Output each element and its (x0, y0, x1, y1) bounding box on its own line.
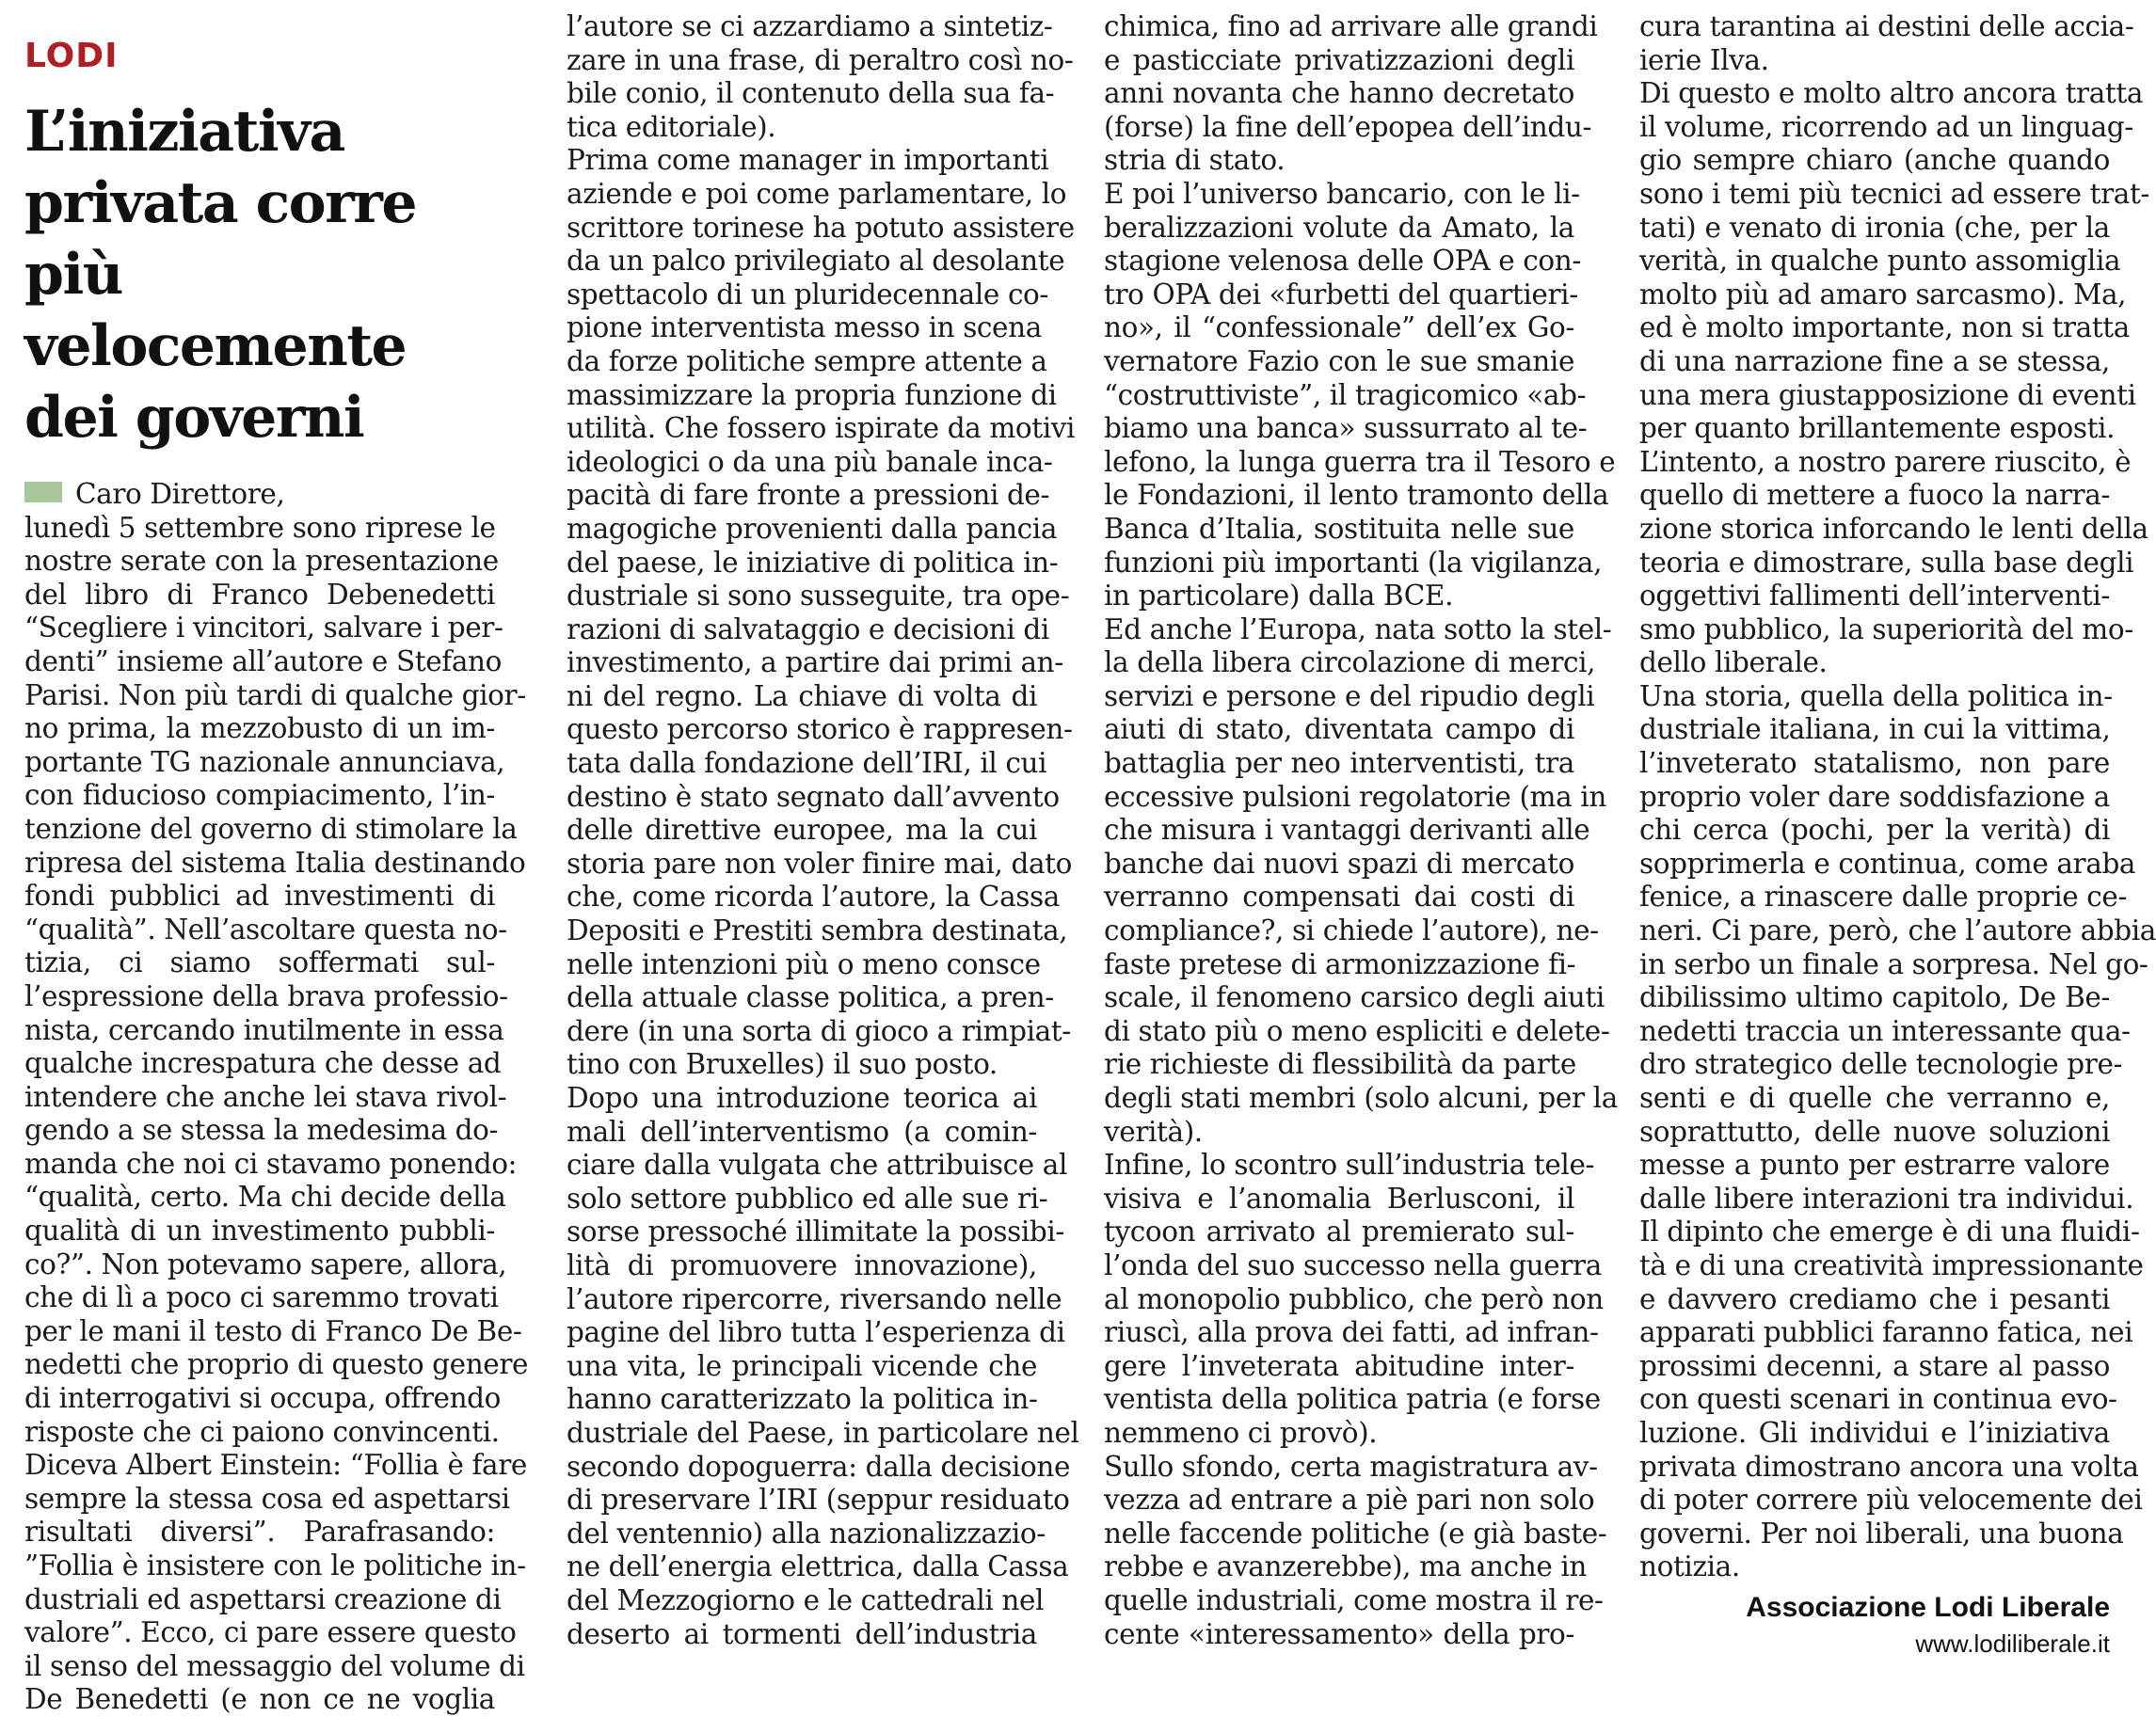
text-line: privata dimostrano ancora una volta (1639, 1450, 2139, 1483)
text-line: Depositi e Prestiti sembra destinata, (567, 914, 1068, 947)
text-line: tati) e venato di ironia (che, per la (1639, 211, 2110, 244)
text-line: verità). (1104, 1115, 1203, 1148)
text-line: per quanto brillantemente esposti. (1639, 412, 2116, 445)
text-line: fondi pubblici ad investimenti di (24, 880, 495, 913)
text-line: nedetti traccia un interessante qua- (1639, 1014, 2131, 1047)
text-line: chimica, fino ad arrivare alle grandi (1104, 10, 1598, 42)
text-line: teoria e dimostrare, sulla base degli (1639, 546, 2134, 579)
text-line: cura tarantina ai destini delle accia- (1639, 10, 2134, 42)
text-line: l’inveterato statalismo, non pare (1639, 747, 2110, 780)
text-line: senti e di quelle che verranno e, (1639, 1082, 2110, 1114)
text-line: Sullo sfondo, certa magistratura av- (1104, 1450, 1598, 1483)
text-line: nelle intenzioni più o meno consce (567, 947, 1041, 980)
text-line: nostre serate con la presentazione (24, 545, 499, 578)
text-line: “qualità, certo. Ma chi decide della (24, 1181, 506, 1214)
text-line: Di questo e molto altro ancora tratta (1639, 77, 2144, 110)
text-line: stria di stato. (1104, 144, 1286, 177)
text-line: qualche increspatura che desse ad (24, 1047, 502, 1080)
text-line: “Scegliere i vincitori, salvare i per- (24, 612, 503, 644)
text-line: secondo dopoguerra: dalla decisione (567, 1450, 1071, 1483)
text-line: gendo a se stessa la medesima do- (24, 1114, 499, 1147)
text-line: ierie Ilva. (1639, 43, 1769, 76)
text-line: dustriali ed aspettarsi creazione di (24, 1582, 502, 1615)
text-line: una vita, le principali vicende che (567, 1349, 1037, 1382)
text-line: quelle industriali, come mostra il re- (1104, 1583, 1604, 1616)
text-line: di stato più o meno espliciti e delete- (1104, 1014, 1610, 1047)
text-line: zare in una frase, di peraltro così no- (567, 43, 1074, 76)
text-line: hanno caratterizzato la politica in- (567, 1383, 1038, 1416)
text-line: delle direttive europee, ma la cui (567, 814, 1037, 847)
text-line: governi. Per noi liberali, una buona (1639, 1517, 2124, 1550)
text-line: verranno compensati dai costi di (1104, 881, 1574, 914)
text-line: del Mezzogiorno e le cattedrali nel (567, 1583, 1045, 1616)
text-line: valore”. Ecco, ci pare essere questo (24, 1616, 517, 1649)
text-line: vernatore Fazio con le sue smanie (1104, 344, 1574, 377)
text-line: scrittore torinese ha potuto assistere (567, 211, 1075, 244)
headline-line: dei governi (24, 385, 364, 451)
text-line: e pasticciate privatizzazioni degli (1104, 43, 1574, 76)
text-line: Una storia, quella della politica in- (1639, 679, 2113, 712)
text-line: aziende e poi come parlamentare, lo (567, 177, 1067, 210)
text-line: stagione velenosa delle OPA e con- (1104, 245, 1581, 278)
text-line: del paese, le iniziative di politica in- (567, 546, 1059, 579)
text-line: qualità di un investimento pubbli- (24, 1215, 495, 1248)
text-line: l’autore ripercorre, riversando nelle (567, 1282, 1062, 1315)
text-line: quello di mettere a fuoco la narra- (1639, 479, 2110, 512)
text-line: pacità di fare fronte a pressioni de- (567, 479, 1050, 512)
text-line: tizia, ci siamo soffermati sul- (24, 946, 495, 979)
text-line: proprio voler dare soddisfazione a (1639, 780, 2110, 813)
text-line: nedetti che proprio di questo genere (24, 1348, 529, 1381)
text-line: nista, cercando inutilmente in essa (24, 1013, 504, 1046)
text-line: cente «interessamento» della pro- (1104, 1617, 1574, 1650)
text-line: al monopolio pubblico, che però non (1104, 1282, 1604, 1315)
text-line: sopprimerla e continua, come araba (1639, 847, 2136, 880)
text-line: co?”. Non potevamo sapere, allora, (24, 1248, 507, 1280)
text-line: sono i temi più tecnici ad essere trat- (1639, 177, 2149, 210)
text-line: una mera giustapposizione di eventi (1639, 378, 2136, 411)
text-line: Ed anche l’Europa, nata sotto la stel- (1104, 612, 1612, 645)
text-line: mali dell’interventismo (a comin- (567, 1115, 1037, 1148)
text-line: rebbe e avanzerebbe), ma anche in (1104, 1550, 1588, 1583)
text-line: zione storica inforcando le lenti della (1639, 512, 2148, 545)
text-line: tata dalla fondazione dell’IRI, il cui (567, 747, 1047, 780)
column-3 (1104, 10, 1618, 1650)
text-line: anni novanta che hanno decretato (1104, 77, 1574, 110)
text-line: della attuale classe politica, a pren- (567, 981, 1054, 1014)
text-line: denti” insieme all’autore e Stefano (24, 644, 502, 677)
text-line: lefono, la lunga guerra tra il Tesoro e (1104, 445, 1616, 478)
text-line: gere l’inveterata abitudine inter- (1104, 1349, 1574, 1382)
text-line: molto più ad amaro sarcasmo). Ma, (1639, 278, 2127, 310)
text-line: nelle faccende politiche (e già baste- (1104, 1517, 1607, 1550)
text-line: “qualità”. Nell’ascoltare questa no- (24, 913, 507, 946)
text-line: no», il “confessionale” dell’ex Go- (1104, 311, 1574, 344)
text-line: ventista della politica patria (e forse (1104, 1383, 1601, 1416)
text-line: il volume, ricorrendo ad un linguag- (1639, 110, 2133, 143)
text-line: magogiche provenienti dalla pancia (567, 512, 1058, 545)
text-line: la della libera circolazione di merci, (1104, 646, 1596, 679)
text-line: dustriale del Paese, in particolare nel (567, 1416, 1079, 1449)
text-line: E poi l’universo bancario, con le li- (1104, 177, 1580, 210)
text-line: beralizzazioni volute da Amato, la (1104, 211, 1574, 244)
text-line: visiva e l’anomalia Berlusconi, il (1104, 1182, 1574, 1215)
text-line: di preservare l’IRI (seppur residuato (567, 1484, 1070, 1517)
text-line: il senso del messaggio del volume di (24, 1649, 525, 1682)
text-line: che, come ricorda l’autore, la Cassa (567, 881, 1060, 914)
text-line: dalle libere interazioni tra individui. (1639, 1182, 2134, 1215)
text-line: Infine, lo scontro sull’industria tele- (1104, 1149, 1595, 1182)
text-line: utilità. Che fossero ispirate da motivi (567, 412, 1076, 445)
text-line: Dopo una introduzione teorica ai (567, 1082, 1037, 1114)
text-line: funzioni più importanti (la vigilanza, (1104, 546, 1603, 579)
text-line: fenice, a rinascere dalle proprie ce- (1639, 881, 2128, 914)
text-line: Parisi. Non più tardi di qualche gior- (24, 678, 526, 711)
text-line: l’espressione della brava professio- (24, 979, 508, 1012)
text-line: razioni di salvataggio e decisioni di (567, 612, 1049, 645)
text-line: tenzione del governo di stimolare la (24, 812, 518, 845)
text-line: tycoon arrivato al premierato sul- (1104, 1216, 1574, 1248)
text-line: oggettivi fallimenti dell’interventi- (1639, 580, 2110, 612)
text-line: in serbo un finale a sorpresa. Nel go- (1639, 947, 2148, 980)
text-line: (forse) la fine dell’epopea dell’indu- (1104, 110, 1592, 143)
text-line: ”Follia è insistere con le politiche in- (24, 1550, 526, 1582)
text-line: apparati pubblici faranno fatica, nei (1639, 1316, 2133, 1349)
text-line: massimizzare la propria funzione di (567, 378, 1057, 411)
column-1-body (24, 511, 529, 1717)
headline (24, 96, 495, 453)
text-line: dere (in una sorta di gioco a rimpiat- (567, 1014, 1071, 1047)
text-line: dustriale italiana, in cui la vittima, (1639, 713, 2111, 746)
column-2 (567, 10, 1079, 1650)
text-line: degli stati membri (solo alcuni, per la (1104, 1082, 1618, 1114)
text-line: del libro di Franco Debenedetti (24, 578, 495, 611)
signature: Associazione Lodi Liberale (1746, 1591, 2110, 1623)
text-line: con fiducioso compiacimento, l’in- (24, 779, 495, 812)
text-line: L’intento, a nostro parere riuscito, è (1639, 445, 2132, 478)
text-line: gio sempre chiaro (anche quando (1639, 144, 2110, 177)
website: www.lodiliberale.it (1915, 1629, 2110, 1658)
text-line: nemmeno ci provò). (1104, 1416, 1378, 1449)
text-line: l’autore se ci azzardiamo a sintetiz- (567, 10, 1053, 42)
text-line: Prima come manager in importanti (567, 144, 1049, 177)
text-line: dro strategico delle tecnologie pre- (1639, 1048, 2123, 1081)
headline-line: L’iniziativa (24, 99, 344, 165)
text-line: notizia. (1639, 1550, 1740, 1583)
text-line: da forze politiche sempre attente a (567, 344, 1047, 377)
text-line: pagine del libro tutta l’esperienza di (567, 1316, 1065, 1349)
text-line: smo pubblico, la superiorità del mo- (1639, 612, 2133, 645)
text-line: Banca d’Italia, sostituita nelle sue (1104, 512, 1574, 545)
text-line: dustriale si sono susseguite, tra ope- (567, 580, 1070, 612)
text-line: lità di promuovere innovazione), (567, 1248, 1037, 1281)
text-line: l’onda del suo successo nella guerra (1104, 1248, 1602, 1281)
text-line: di interrogativi si occupa, offrendo (24, 1382, 502, 1415)
text-line: di una narrazione fine a se stessa, (1639, 344, 2110, 377)
text-line: di poter correre più velocemente dei (1639, 1484, 2143, 1517)
salutation-row (24, 478, 495, 512)
text-line: destino è stato segnato dall’avvento (567, 780, 1060, 813)
text-line: compliance?, si chiede l’autore), ne- (1104, 914, 1599, 947)
text-line: luzione. Gli individui e l’iniziativa (1639, 1416, 2110, 1449)
text-line: sorse pressoché illimitate la possibi- (567, 1216, 1064, 1248)
salutation: Caro Direttore, (75, 478, 285, 510)
text-line: dello liberale. (1639, 646, 1828, 679)
text-line: manda che noi ci stavamo ponendo: (24, 1147, 518, 1180)
text-line: soprattutto, delle nuove soluzioni (1639, 1115, 2110, 1148)
text-line: risultati diversi”. Parafrasando: (24, 1516, 495, 1549)
text-line: rie richieste di flessibilità da parte (1104, 1048, 1576, 1081)
text-line: messe a punto per estrarre valore (1639, 1149, 2110, 1182)
text-line: pione interventista messo in scena (567, 311, 1042, 344)
text-line: che misura i vantaggi derivanti alle (1104, 814, 1590, 847)
text-line: aiuti di stato, diventata campo di (1104, 713, 1574, 746)
text-line: spettacolo di un pluridecennale co- (567, 278, 1048, 310)
text-line: Diceva Albert Einstein: “Follia è fare (24, 1449, 527, 1482)
text-line: tà e di una creatività impressionante (1639, 1248, 2144, 1281)
text-line: tro OPA dei «furbetti del quartieri- (1104, 278, 1578, 310)
text-line: risposte che ci paiono convincenti. (24, 1415, 500, 1448)
text-line: questo percorso storico è rappresen- (567, 713, 1073, 746)
text-line: prossimi decenni, a stare al passo (1639, 1349, 2110, 1382)
text-line: ripresa del sistema Italia destinando (24, 846, 526, 879)
text-line: dibilissimo ultimo capitolo, De Be- (1639, 981, 2110, 1014)
text-line: riuscì, alla prova dei fatti, ad infran- (1104, 1316, 1599, 1349)
text-line: tica editoriale). (567, 110, 776, 143)
text-line: intendere che anche lei stava rivol- (24, 1080, 507, 1113)
text-line: del ventennio) alla nazionalizzazio- (567, 1517, 1046, 1550)
headline-line: più velocemente (24, 242, 407, 379)
text-line: tino con Bruxelles) il suo posto. (567, 1048, 998, 1081)
text-line: portante TG nazionale annunciava, (24, 745, 505, 778)
text-line: ni del regno. La chiave di volta di (567, 679, 1037, 712)
text-line: banche dai nuovi spazi di mercato (1104, 847, 1574, 880)
text-line: ne dell’energia elettrica, dalla Cassa (567, 1550, 1069, 1583)
text-line: ed è molto importante, non si tratta (1639, 311, 2130, 344)
text-line: verità, in qualche punto assomiglia (1639, 245, 2121, 278)
text-line: per le mani il testo di Franco De Be- (24, 1314, 522, 1347)
text-line: battaglia per neo interventisti, tra (1104, 747, 1574, 780)
text-line: bile conio, il contenuto della sua fa- (567, 77, 1055, 110)
text-line: che di lì a poco ci saremmo trovati (24, 1281, 499, 1314)
text-line: da un palco privilegiato al desolante (567, 245, 1065, 278)
text-line: “costruttiviste”, il tragicomico «ab- (1104, 378, 1587, 411)
text-line: in particolare) dalla BCE. (1104, 580, 1454, 612)
text-line: investimento, a partire dai primi an- (567, 646, 1063, 679)
text-line: chi cerca (pochi, per la verità) di (1639, 814, 2110, 847)
text-line: no prima, la mezzobusto di un im- (24, 712, 495, 745)
text-line: vezza ad entrare a piè pari non solo (1104, 1484, 1595, 1517)
text-line: lunedì 5 settembre sono riprese le (24, 511, 496, 544)
column-1 (24, 0, 529, 1716)
text-line: scale, il fenomeno carsico degli aiuti (1104, 981, 1605, 1014)
text-line: con questi scenari in continua evo- (1639, 1383, 2117, 1416)
headline-line: privata corre (24, 170, 417, 236)
text-line: solo settore pubblico ed alle sue ri- (567, 1182, 1048, 1215)
text-line: biamo una banca» sussurrato al te- (1104, 412, 1588, 445)
text-line: De Benedetti (e non ce ne voglia (24, 1683, 495, 1716)
text-line: e davvero crediamo che i pesanti (1639, 1282, 2110, 1315)
column-4-body (1639, 10, 2156, 1584)
text-line: faste pretese di armonizzazione fi- (1104, 947, 1576, 980)
text-line: Il dipinto che emerge è di una fluidi- (1639, 1216, 2140, 1248)
text-line: eccessive pulsioni regolatorie (ma in (1104, 780, 1606, 813)
text-line: ideologici o da una più banale inca- (567, 445, 1053, 478)
text-line: neri. Ci pare, però, che l’autore abbia (1639, 914, 2156, 947)
text-line: le Fondazioni, il lento tramonto della (1104, 479, 1609, 512)
text-line: storia pare non voler finire mai, dato (567, 847, 1072, 880)
text-line: sempre la stessa cosa ed aspettarsi (24, 1482, 510, 1515)
text-line: ciare dalla vulgata che attribuisce al (567, 1149, 1068, 1182)
column-4 (1639, 10, 2156, 1658)
lead-marker (24, 482, 62, 502)
section-label: LODI (24, 37, 119, 75)
text-line: servizi e persone e del ripudio degli (1104, 679, 1595, 712)
text-line: deserto ai tormenti dell’industria (567, 1617, 1037, 1650)
